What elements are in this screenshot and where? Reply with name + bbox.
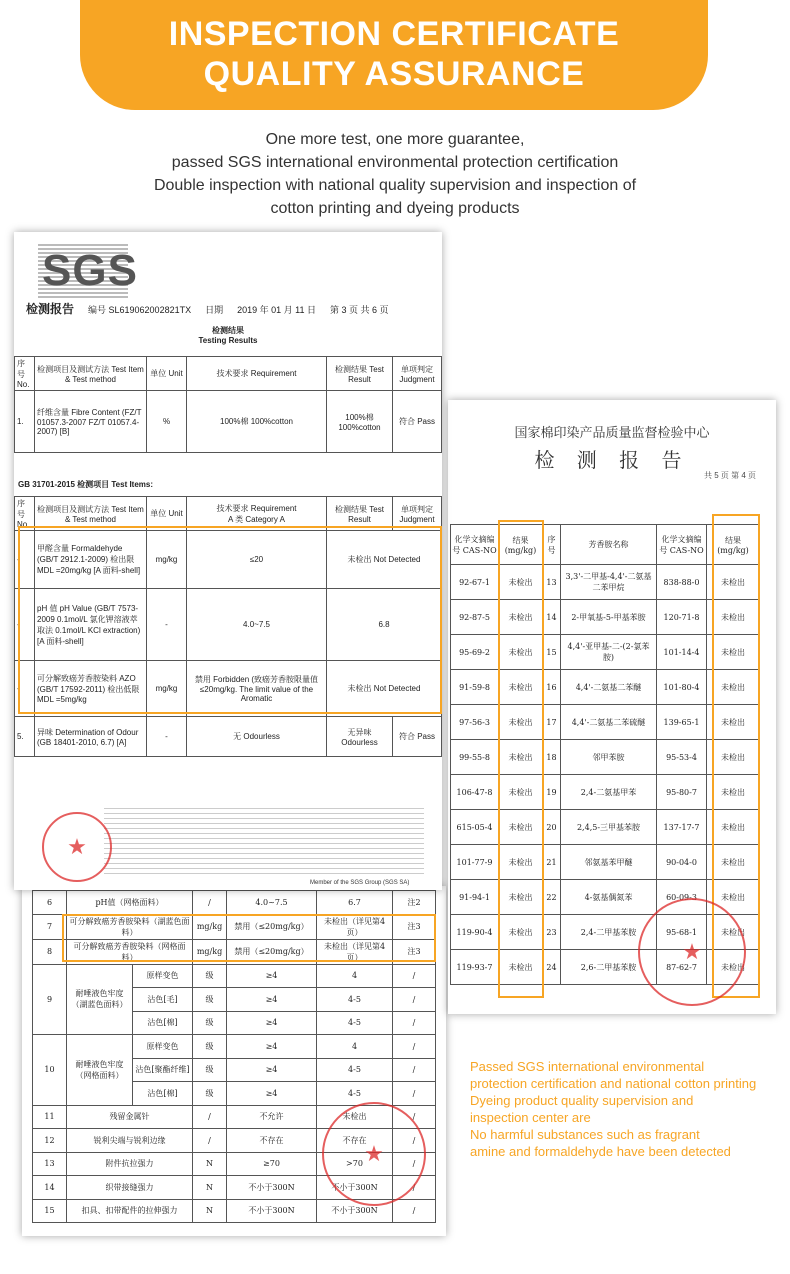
- table-cell: 锐利尖端与锐利边缘: [67, 1129, 193, 1153]
- table-cell: 4.0~7.5: [227, 891, 317, 915]
- table-cell: /: [393, 1176, 436, 1200]
- table-cell: 21: [543, 845, 561, 880]
- table-cell: 24: [543, 950, 561, 985]
- report-number: 编号 SL619062002821TX: [88, 305, 192, 315]
- table-cell: 838-88-0: [657, 565, 707, 600]
- table-cell: 2-甲氧基-5-甲基苯胺: [561, 600, 657, 635]
- table-cell: 级: [193, 964, 227, 988]
- table-row: [451, 635, 760, 670]
- official-stamp: [42, 812, 112, 882]
- table-cell: 15: [33, 1199, 67, 1223]
- table-cell: 未检出: [707, 845, 760, 880]
- table-cell: /: [393, 988, 436, 1012]
- table-cell: 级: [193, 1011, 227, 1035]
- table-cell: ≥4: [227, 1058, 317, 1082]
- table-cell: 未检出: [707, 880, 760, 915]
- banner-title-line1: INSPECTION CERTIFICATE: [168, 15, 620, 53]
- table-cell: 14: [33, 1176, 67, 1200]
- table-cell: 14: [543, 600, 561, 635]
- table-cell: 91-59-8: [451, 670, 499, 705]
- table-cell: ≥70: [227, 1152, 317, 1176]
- table-cell: N: [193, 1199, 227, 1223]
- table-row: [451, 740, 760, 775]
- table-cell: 97-56-3: [451, 705, 499, 740]
- table-cell: 级: [193, 1082, 227, 1106]
- table-cell: 不小于300N: [317, 1199, 393, 1223]
- sgs-table-fibre: 序号 No. 检测项目及测试方法 Test Item & Test method 单位 Unit 技术要求 Requirement 检测结果 Test Result 单项判定 Judgment 1. 纤维含量 Fibre Content (FZ/T 01057.3-2007 FZ/T 01057.4-2007) [B] % 100%棉 100%cotton 100%棉 100%cotton 符合 Pass: [14, 356, 442, 453]
- table-cell: 禁用（≤20mg/kg）: [227, 914, 317, 939]
- table-cell: /: [393, 1058, 436, 1082]
- table-cell: 92-67-1: [451, 565, 499, 600]
- table-cell: /: [393, 1035, 436, 1059]
- table-cell: /: [393, 1129, 436, 1153]
- table-cell: 2,4-二甲基苯胺: [561, 915, 657, 950]
- table-cell: 未检出: [499, 670, 543, 705]
- table-row: [33, 964, 436, 988]
- table-cell: 16: [543, 670, 561, 705]
- table-cell: 邻氨基苯甲醚: [561, 845, 657, 880]
- table-cell: 2,6-二甲基苯胺: [561, 950, 657, 985]
- table-cell: 12: [33, 1129, 67, 1153]
- table-cell: 13: [543, 565, 561, 600]
- table-cell: 织带接缝强力: [67, 1176, 193, 1200]
- table-cell: 未检出: [707, 810, 760, 845]
- table-cell: /: [393, 1152, 436, 1176]
- summary-line: inspection center are: [470, 1110, 591, 1125]
- official-stamp: [322, 1102, 426, 1206]
- table-cell: 119-90-4: [451, 915, 499, 950]
- certification-summary: [470, 1058, 785, 1160]
- table-cell: 139-65-1: [657, 705, 707, 740]
- table-cell: 未检出: [499, 915, 543, 950]
- table-cell: 101-80-4: [657, 670, 707, 705]
- table-row: [451, 670, 760, 705]
- table-row: [33, 1035, 436, 1059]
- table-cell: 4-氨基偶氮苯: [561, 880, 657, 915]
- table-cell: ≥4: [227, 1035, 317, 1059]
- table-cell: 120-71-8: [657, 600, 707, 635]
- table-row: [451, 705, 760, 740]
- table-row: [451, 565, 760, 600]
- cn-report-page: 共 5 页 第 4 页: [703, 471, 756, 480]
- table-cell: 90-04-0: [657, 845, 707, 880]
- table-cell: /: [393, 1105, 436, 1129]
- table-cell: 未检出: [707, 565, 760, 600]
- table-cell: 101-14-4: [657, 635, 707, 670]
- table-cell: 未检出（详见第4页）: [317, 914, 393, 939]
- official-stamp: [638, 898, 746, 1006]
- table-cell: 注2: [393, 891, 436, 915]
- table-cell: 沾色[棉]: [133, 1082, 193, 1106]
- table-cell: 4-5: [317, 988, 393, 1012]
- table-cell: 未检出: [499, 635, 543, 670]
- table-cell: 未检出: [707, 915, 760, 950]
- table-cell: 未检出: [317, 1105, 393, 1129]
- table-cell: 耐唾液色牢度（网格面料）: [67, 1035, 133, 1106]
- table-cell: /: [393, 1011, 436, 1035]
- table-cell: 4-5: [317, 1058, 393, 1082]
- table-cell: 未检出: [499, 810, 543, 845]
- table-cell: 不存在: [227, 1129, 317, 1153]
- amine-results-table: 化学文摘编号 CAS-NO 结果 (mg/kg) 序号 芳香胺名称 化学文摘编号 CAS-NO 结果 (mg/kg) 92-67-1 未检出 13 3,3'-二甲基-4,4'-二氨基二苯甲烷 838-88-0 未检出 92-87-5 未检出 14 2-甲氧基-5-甲基苯胺 120-71-8 未检出 95-69-2 未检出 15 4,4'-亚甲基-二-(2-氯苯胺) 101-14-4 未检出 91-59-8 未检出 16 4,4'-二氨基二苯醚 101-80-4 未检出 97-56-3 未检出 17 4,4'-二氨基二苯硫醚 139-65-1 未检出 99-55-8 未检出 18 邻甲苯胺 95-53-4 未检出 106-47-8 未检出 19 2,4-二氨基甲苯 95-80-7 未检出 615-05-4 未检出 20 2,4,5-三甲基苯胺 137-17-7 未检出 101-77-9 未检出 21 邻氨基苯甲醚 90-04-0 未检出 91-94-1 未检出 22 4-氨基偶氮苯 60-09-3 未检出 119-90-4 未检出 23 2,4-二甲基苯胺 95-68-1 未检出 119-93-7 未检出 24 2,6-二甲基苯胺 87-62-7 未检出: [450, 524, 760, 985]
- table-cell: 13: [33, 1152, 67, 1176]
- title-banner: [80, 0, 708, 110]
- table-cell: 不小于300N: [317, 1176, 393, 1200]
- table-cell: 可分解致癌芳香胺染料（湖蓝色面料）: [67, 914, 193, 939]
- summary-line: amine and formaldehyde have been detected: [470, 1144, 731, 1159]
- star-icon: ★: [682, 939, 702, 964]
- cn-report-continued: [22, 886, 446, 1236]
- intro-text: [0, 128, 790, 220]
- table-cell: 101-77-9: [451, 845, 499, 880]
- table-cell: 不存在: [317, 1129, 393, 1153]
- table-cell: ≥4: [227, 1011, 317, 1035]
- star-icon: ★: [364, 1141, 384, 1166]
- table-cell: 残留金属针: [67, 1105, 193, 1129]
- table-cell: 未检出: [499, 880, 543, 915]
- intro-line: Double inspection with national quality supervision and inspection of: [153, 177, 637, 194]
- table-cell: ≥4: [227, 988, 317, 1012]
- table-cell: /: [193, 891, 227, 915]
- table-cell: 不小于300N: [227, 1199, 317, 1223]
- table-cell: 4: [317, 964, 393, 988]
- table-cell: 原样变色: [133, 1035, 193, 1059]
- table-cell: 级: [193, 988, 227, 1012]
- table-cell: 未检出: [499, 565, 543, 600]
- summary-line: No harmful substances such as fragrant: [470, 1127, 700, 1142]
- results-heading: 检测结果 Testing Results: [198, 326, 258, 345]
- table-cell: 615-05-4: [451, 810, 499, 845]
- table-cell: /: [193, 1105, 227, 1129]
- table-cell: 未检出: [707, 670, 760, 705]
- report-page: 第 3 页 共 6 页: [330, 305, 389, 315]
- table-cell: 未检出: [707, 705, 760, 740]
- banner-title-line2: QUALITY ASSURANCE: [203, 55, 585, 93]
- table-cell: 未检出: [499, 950, 543, 985]
- sgs-table-gb: 序号 No. 检测项目及测试方法 Test Item & Test method 单位 Unit 技术要求 Requirement A 类 Category A 检测结果 Test Result 单项判定 Judgment - 甲醛含量 Formaldehyde (GB/T 2912.1-2009) 检出限 MDL =20mg/kg [A 面料-shell] mg/kg ≤20 未检出 Not Detected - pH 值 pH Value (GB/T 7573-2009 0.1mol/L 氯化钾溶液萃取法 0.1mol/L KCl extraction) [A 面料-shell] - 4.0~7.5 6.8 - 可分解致癌芳香胺染料 AZO (GB/T 17592-2011) 检出低限 MDL =5mg/kg mg/kg 禁用 Forbidden (致癌芳香胺限量值≤20mg/kg. The limit value of the Aromatic 未检出 Not Detected 5. 异味 Determination of Odour (GB 18401-2010, 6.7) [A] - 无 Odourless 无异味 Odourless 符合 Pass: [14, 496, 442, 757]
- report-title: 检测报告: [26, 302, 75, 316]
- table-cell: 15: [543, 635, 561, 670]
- table-cell: 未检出: [707, 740, 760, 775]
- table-cell: 沾色[毛]: [133, 988, 193, 1012]
- cn-report-document: [448, 400, 776, 1014]
- table-cell: mg/kg: [193, 914, 227, 939]
- table-cell: 22: [543, 880, 561, 915]
- table-cell: 2,4,5-三甲基苯胺: [561, 810, 657, 845]
- table-cell: 137-17-7: [657, 810, 707, 845]
- table-cell: 95-69-2: [451, 635, 499, 670]
- table-cell: ≥4: [227, 964, 317, 988]
- table-row: 1. 纤维含量 Fibre Content (FZ/T 01057.3-2007 FZ/T 01057.4-2007) [B] % 100%棉 100%cotton 100%棉 100%cotton 符合 Pass: [15, 391, 442, 453]
- table-cell: 扣具、扣带配件的拉伸强力: [67, 1199, 193, 1223]
- table-cell: 4-5: [317, 1082, 393, 1106]
- table-row: - pH 值 pH Value (GB/T 7573-2009 0.1mol/L 氯化钾溶液萃取法 0.1mol/L KCl extraction) [A 面料-shell] - 4.0~7.5 6.8: [15, 589, 442, 661]
- table-cell: 不小于300N: [227, 1176, 317, 1200]
- inspection-center-name: 国家棉印染产品质量监督检验中心: [514, 426, 710, 441]
- table-cell: 9: [33, 964, 67, 1035]
- table-cell: 未检出: [707, 775, 760, 810]
- table-cell: 未检出（详见第4页）: [317, 939, 393, 964]
- table-row: [451, 600, 760, 635]
- table-cell: 级: [193, 1035, 227, 1059]
- table-row: [33, 914, 436, 939]
- table-cell: pH值（网格面料）: [67, 891, 193, 915]
- summary-line: protection certification and national cotton printing: [470, 1076, 757, 1091]
- table-cell: 未检出: [707, 950, 760, 985]
- sgs-report-document: [14, 232, 442, 890]
- table-cell: ≥4: [227, 1082, 317, 1106]
- report-date: 2019 年 01 月 11 日: [237, 305, 316, 315]
- table-cell: 6: [33, 891, 67, 915]
- report-header: [26, 300, 430, 317]
- table-cell: 4-5: [317, 1011, 393, 1035]
- star-icon: ★: [67, 834, 87, 859]
- gb-standard-line: GB 31701-2015 检测项目 Test Items:: [18, 480, 154, 489]
- table-row: - 甲醛含量 Formaldehyde (GB/T 2912.1-2009) 检出限 MDL =20mg/kg [A 面料-shell] mg/kg ≤20 未检出 Not Detected: [15, 531, 442, 589]
- sgs-logo: SGS: [38, 242, 128, 298]
- table-cell: 4,4'-二氨基二苯醚: [561, 670, 657, 705]
- table-cell: 119-93-7: [451, 950, 499, 985]
- table-cell: 95-53-4: [657, 740, 707, 775]
- table-cell: 7: [33, 914, 67, 939]
- table-cell: /: [393, 1199, 436, 1223]
- report-date-label: 日期: [205, 305, 224, 315]
- table-cell: 23: [543, 915, 561, 950]
- table-cell: 20: [543, 810, 561, 845]
- table-cell: 附件抗拉强力: [67, 1152, 193, 1176]
- table-cell: 禁用（≤20mg/kg）: [227, 939, 317, 964]
- table-cell: 92-87-5: [451, 600, 499, 635]
- table-cell: 2,4-二氨基甲苯: [561, 775, 657, 810]
- table-cell: 8: [33, 939, 67, 964]
- table-cell: 沾色[棉]: [133, 1011, 193, 1035]
- table-cell: 4: [317, 1035, 393, 1059]
- cn-report-title: 检 测 报 告: [534, 448, 690, 472]
- table-row: [451, 845, 760, 880]
- table-cell: 未检出: [499, 775, 543, 810]
- table-cell: /: [393, 1082, 436, 1106]
- summary-line: Passed SGS international environmental: [470, 1059, 705, 1074]
- table-cell: 3,3'-二甲基-4,4'-二氨基二苯甲烷: [561, 565, 657, 600]
- table-cell: 未检出: [499, 705, 543, 740]
- table-cell: 19: [543, 775, 561, 810]
- table-cell: 注3: [393, 914, 436, 939]
- table-cell: 95-80-7: [657, 775, 707, 810]
- table-cell: N: [193, 1152, 227, 1176]
- table-cell: 10: [33, 1035, 67, 1106]
- table-cell: 91-94-1: [451, 880, 499, 915]
- table-cell: 4,4'-亚甲基-二-(2-氯苯胺): [561, 635, 657, 670]
- table-cell: 106-47-8: [451, 775, 499, 810]
- table-cell: 原样变色: [133, 964, 193, 988]
- table-cell: 耐唾液色牢度（湖蓝色面料）: [67, 964, 133, 1035]
- table-cell: 邻甲苯胺: [561, 740, 657, 775]
- table-row: [33, 939, 436, 964]
- table-cell: 未检出: [499, 845, 543, 880]
- table-cell: mg/kg: [193, 939, 227, 964]
- table-row: - 可分解致癌芳香胺染料 AZO (GB/T 17592-2011) 检出低限 MDL =5mg/kg mg/kg 禁用 Forbidden (致癌芳香胺限量值≤20mg/kg. The limit value of the Aromatic 未检出 Not Detected: [15, 661, 442, 717]
- table-row: [451, 775, 760, 810]
- table-cell: 87-62-7: [657, 950, 707, 985]
- table-cell: 6.7: [317, 891, 393, 915]
- table-cell: 不允许: [227, 1105, 317, 1129]
- table-cell: >70: [317, 1152, 393, 1176]
- table-cell: 60-09-3: [657, 880, 707, 915]
- table-cell: N: [193, 1176, 227, 1200]
- table-cell: 4,4'-二氨基二苯硫醚: [561, 705, 657, 740]
- intro-line: passed SGS international environmental protection certification: [171, 154, 619, 171]
- table-cell: 未检出: [499, 600, 543, 635]
- sgs-member-note: Member of the SGS Group (SGS SA): [310, 880, 410, 886]
- table-row: [451, 810, 760, 845]
- table-cell: 注3: [393, 939, 436, 964]
- table-cell: 未检出: [707, 635, 760, 670]
- intro-line: cotton printing and dyeing products: [270, 200, 520, 217]
- table-cell: 95-68-1: [657, 915, 707, 950]
- table-cell: 未检出: [707, 600, 760, 635]
- table-row: 5. 异味 Determination of Odour (GB 18401-2010, 6.7) [A] - 无 Odourless 无异味 Odourless 符合 Pass: [15, 717, 442, 757]
- table-cell: 99-55-8: [451, 740, 499, 775]
- table-cell: 18: [543, 740, 561, 775]
- table-cell: 未检出: [499, 740, 543, 775]
- table-cell: /: [193, 1129, 227, 1153]
- intro-line: One more test, one more guarantee,: [265, 131, 525, 148]
- summary-line: Dyeing product quality supervision and: [470, 1093, 694, 1108]
- table-cell: 17: [543, 705, 561, 740]
- table-cell: 级: [193, 1058, 227, 1082]
- table-cell: /: [393, 964, 436, 988]
- table-cell: 可分解致癌芳香胺染料（网格面料）: [67, 939, 193, 964]
- table-cell: 11: [33, 1105, 67, 1129]
- table-row: [33, 891, 436, 915]
- table-cell: 沾色[聚酯纤维]: [133, 1058, 193, 1082]
